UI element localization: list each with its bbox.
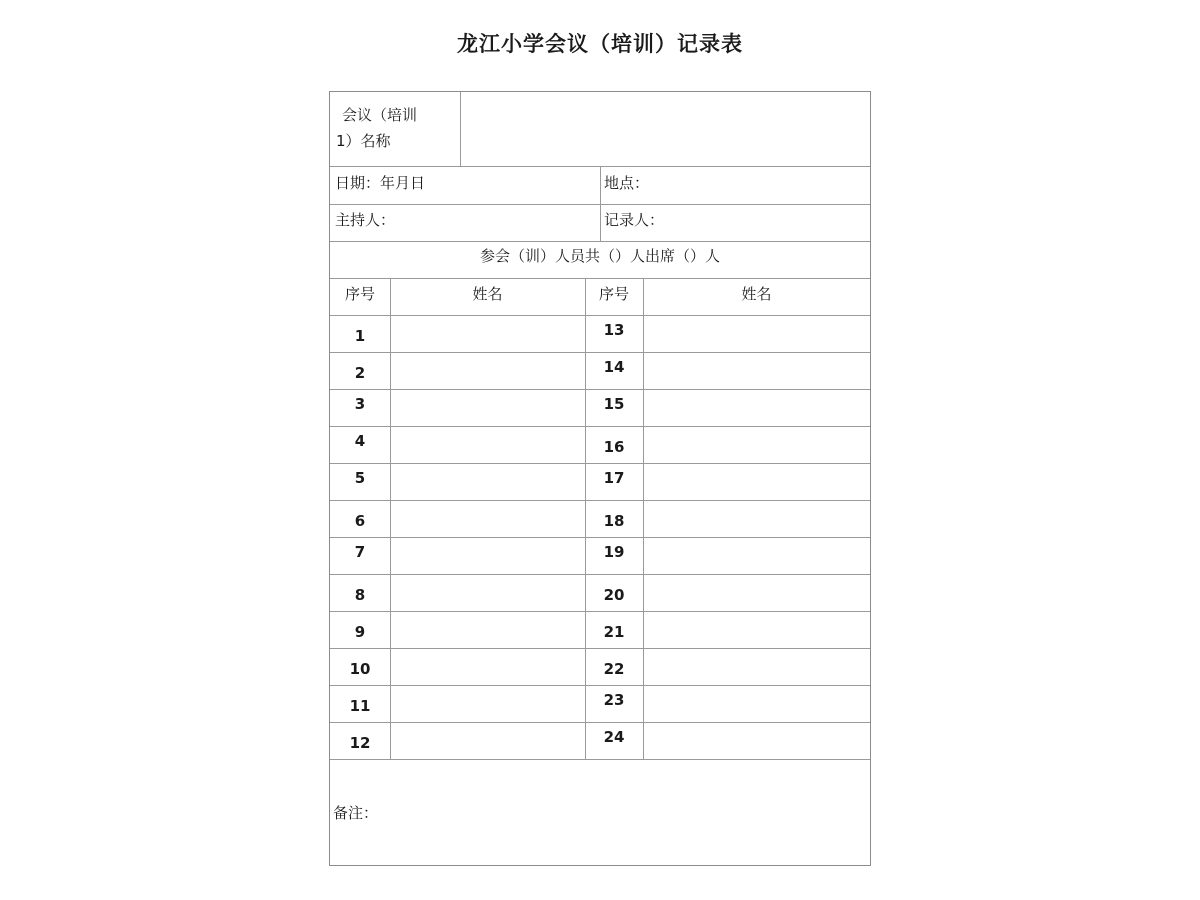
header-name-left: 姓名 bbox=[472, 285, 503, 303]
meeting-name-label-line1: 会议（培训 bbox=[342, 106, 418, 124]
name-cell[interactable] bbox=[645, 688, 868, 721]
row-number-right: 15 bbox=[603, 395, 625, 413]
row-number-left: 5 bbox=[354, 469, 366, 487]
column-divider bbox=[643, 278, 644, 759]
name-cell[interactable] bbox=[392, 503, 583, 536]
row-divider bbox=[330, 278, 870, 279]
attendance-summary: 参会（训）人员共（）人出席（）人 bbox=[479, 247, 720, 265]
row-divider bbox=[330, 611, 870, 612]
row-number-left: 6 bbox=[354, 512, 366, 530]
row-number-left: 3 bbox=[354, 395, 366, 413]
row-number-left: 11 bbox=[349, 697, 371, 715]
header-seq-right: 序号 bbox=[598, 285, 629, 303]
row-number-right: 14 bbox=[603, 358, 625, 376]
row-number-right: 19 bbox=[603, 543, 625, 561]
row-divider bbox=[330, 241, 870, 242]
row-number-left: 7 bbox=[354, 543, 366, 561]
row-divider bbox=[330, 722, 870, 723]
name-cell[interactable] bbox=[645, 651, 868, 684]
name-cell[interactable] bbox=[392, 614, 583, 647]
row-number-right: 18 bbox=[603, 512, 625, 530]
row-number-right: 21 bbox=[603, 623, 625, 641]
column-divider bbox=[390, 278, 391, 759]
name-cell[interactable] bbox=[645, 429, 868, 462]
name-cell[interactable] bbox=[392, 392, 583, 425]
name-cell[interactable] bbox=[392, 688, 583, 721]
row-number-left: 12 bbox=[349, 734, 371, 752]
notes-field[interactable] bbox=[390, 762, 868, 862]
name-cell[interactable] bbox=[392, 540, 583, 573]
document-title: 龙江小学会议（培训）记录表 bbox=[457, 32, 743, 56]
row-number-left: 4 bbox=[354, 432, 366, 450]
row-number-left: 9 bbox=[354, 623, 366, 641]
meeting-name-field[interactable] bbox=[463, 95, 867, 163]
row-divider bbox=[330, 389, 870, 390]
row-divider bbox=[330, 426, 870, 427]
row-divider bbox=[330, 500, 870, 501]
host-label: 主持人： bbox=[335, 211, 396, 229]
name-cell[interactable] bbox=[645, 392, 868, 425]
row-divider bbox=[330, 315, 870, 316]
name-cell[interactable] bbox=[645, 725, 868, 758]
row-divider bbox=[330, 463, 870, 464]
name-cell[interactable] bbox=[645, 540, 868, 573]
name-cell[interactable] bbox=[645, 577, 868, 610]
name-cell[interactable] bbox=[392, 355, 583, 388]
row-divider bbox=[330, 574, 870, 575]
header-seq-left: 序号 bbox=[344, 285, 375, 303]
notes-label: 备注： bbox=[333, 804, 379, 822]
row-number-right: 23 bbox=[603, 691, 625, 709]
row-number-right: 20 bbox=[603, 586, 625, 604]
date-label: 日期：年月日 bbox=[335, 174, 426, 192]
name-cell[interactable] bbox=[392, 651, 583, 684]
column-divider bbox=[600, 166, 601, 241]
name-cell[interactable] bbox=[392, 577, 583, 610]
row-divider bbox=[330, 648, 870, 649]
row-number-left: 1 bbox=[354, 327, 366, 345]
row-number-left: 10 bbox=[349, 660, 371, 678]
row-number-right: 24 bbox=[603, 728, 625, 746]
name-cell[interactable] bbox=[645, 503, 868, 536]
name-cell[interactable] bbox=[645, 466, 868, 499]
name-cell[interactable] bbox=[392, 725, 583, 758]
row-number-right: 16 bbox=[603, 438, 625, 456]
meeting-name-label-line2: 1）名称 bbox=[336, 132, 391, 150]
row-number-right: 22 bbox=[603, 660, 625, 678]
row-number-left: 8 bbox=[354, 586, 366, 604]
location-field[interactable] bbox=[660, 169, 867, 201]
column-divider bbox=[460, 92, 461, 166]
header-name-right: 姓名 bbox=[741, 285, 772, 303]
row-divider bbox=[330, 352, 870, 353]
row-divider bbox=[330, 685, 870, 686]
name-cell[interactable] bbox=[645, 614, 868, 647]
row-divider bbox=[330, 759, 870, 760]
host-field[interactable] bbox=[402, 206, 597, 238]
name-cell[interactable] bbox=[392, 318, 583, 351]
row-number-right: 17 bbox=[603, 469, 625, 487]
name-cell[interactable] bbox=[392, 466, 583, 499]
record-form bbox=[329, 91, 871, 866]
name-cell[interactable] bbox=[392, 429, 583, 462]
row-number-right: 13 bbox=[603, 321, 625, 339]
recorder-label: 记录人： bbox=[604, 211, 665, 229]
location-label: 地点： bbox=[604, 174, 650, 192]
row-number-left: 2 bbox=[354, 364, 366, 382]
name-cell[interactable] bbox=[645, 318, 868, 351]
recorder-field[interactable] bbox=[675, 206, 867, 238]
name-cell[interactable] bbox=[645, 355, 868, 388]
row-divider bbox=[330, 537, 870, 538]
date-field[interactable] bbox=[440, 169, 597, 201]
